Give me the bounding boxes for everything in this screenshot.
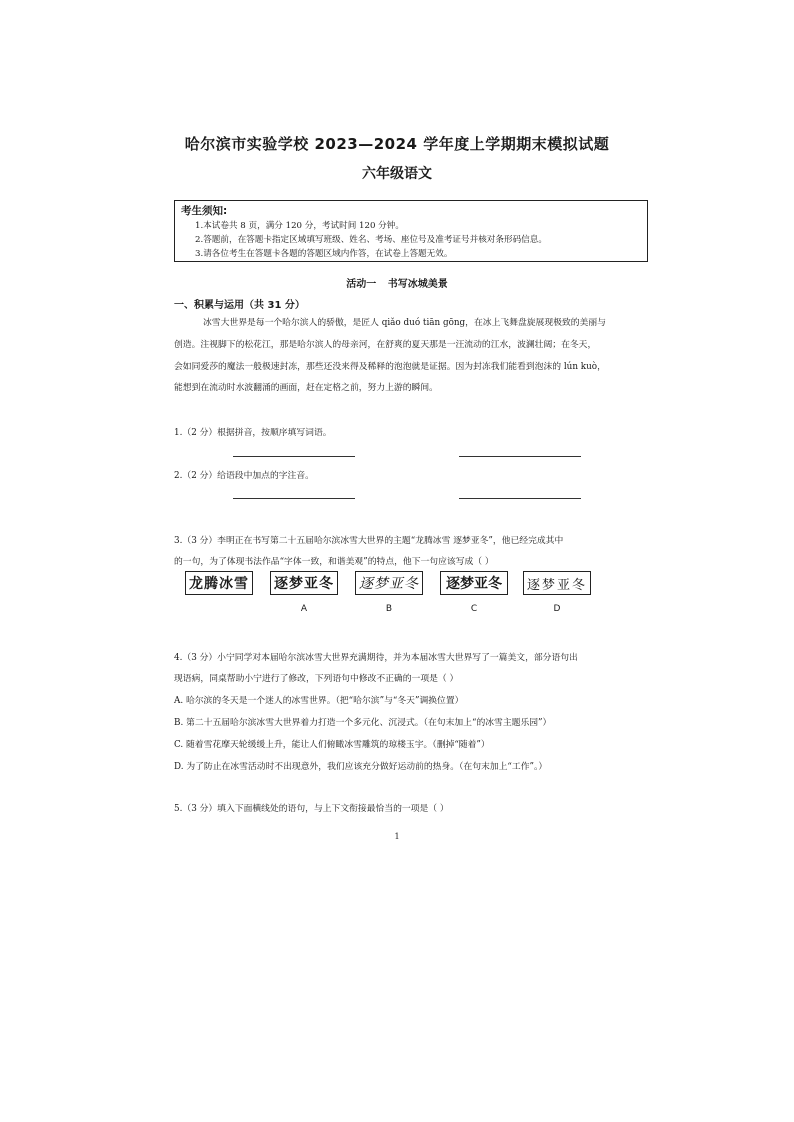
answer-blank[interactable] [459,498,581,499]
activity-title: 活动一 书写冰城美景 [346,279,448,290]
question-1: 1.（2 分）根据拼音，按顺序填写词语。 [174,428,332,438]
option-label-c: C [470,604,478,614]
question-3-line: 的一句，为了体现书法作品“字体一致，和谐美观”的特点，他下一句应该写成（ ） [174,557,494,567]
exam-subtitle: 六年级语文 [362,166,432,182]
notice-heading: 考生须知: [181,205,228,217]
question-4-option-c[interactable]: C. 随着雪花摩天轮缓缓上升，能让人们俯瞰冰雪雕筑的琼楼玉宇。（删掉“随着”） [174,740,490,750]
answer-blank[interactable] [233,498,355,499]
question-4-option-d[interactable]: D. 为了防止在冰雪活动时不出现意外，我们应该充分做好运动前的热身。（在句末加上“工作”。） [174,762,548,772]
question-2: 2.（2 分）给语段中加点的字注音。 [174,471,314,481]
answer-blank[interactable] [459,456,581,457]
question-4-line: 4.（3 分）小宁同学对本届哈尔滨冰雪大世界充满期待，并为本届冰雪大世界写了一篇美文，部分语句出 [174,653,578,663]
answer-blank[interactable] [233,456,355,457]
calligraphy-option-c[interactable]: 逐梦亚冬 [440,571,508,595]
calligraphy-option-b[interactable]: 逐梦亚冬 [355,571,423,595]
page-number: 1 [394,832,400,841]
question-4-option-a[interactable]: A. 哈尔滨的冬天是一个迷人的冰雪世界。（把“哈尔滨”与“冬天”调换位置） [174,696,464,706]
option-label-b: B [385,604,393,614]
passage-line: 创造。注视脚下的松花江，那是哈尔滨人的母亲河，在舒爽的夏天那是一汪流动的江水，波澜壮阔；在冬天， [174,340,597,350]
notice-line: 2.答题前，在答题卡指定区域填写班级、姓名、考场、座位号及准考证号并核对条形码信息。 [195,235,547,245]
calligraphy-option-d[interactable]: 逐梦亚冬 [523,571,591,595]
section-title: 一、积累与运用（共 31 分） [174,300,305,311]
question-4-option-b[interactable]: B. 第二十五届哈尔滨冰雪大世界着力打造一个多元化、沉浸式。（在句末加上“的冰雪主题乐园”） [174,718,552,728]
question-4-line: 现语病，同桌帮助小宁进行了修改，下列语句中修改不正确的一项是（ ） [174,674,459,684]
question-5: 5.（3 分）填入下面横线处的语句，与上下文衔接最恰当的一项是（ ） [174,804,449,814]
candidate-notice-box [174,200,648,262]
passage-line: 能想到在流动时水波翻涌的画面，赶在定格之前，努力上游的瞬间。 [174,383,438,393]
calligraphy-option-a[interactable]: 逐梦亚冬 [270,571,338,595]
option-label-d: D [553,604,561,614]
exam-title: 哈尔滨市实验学校 2023—2024 学年度上学期期末模拟试题 [184,135,610,153]
notice-line: 3.请各位考生在答题卡各题的答题区域内作答，在试卷上答题无效。 [195,249,453,259]
option-label-a: A [300,604,308,614]
question-3-line: 3.（3 分）李明正在书写第二十五届哈尔滨冰雪大世界的主题“龙腾冰雪 逐梦亚冬”，他已经完成其中 [174,536,564,546]
passage-line: 会如同爱莎的魔法一般极速封冻，那些还没来得及稀释的泡泡就是证据。因为封冻我们能看到泡沫的 lún kuò， [174,362,606,372]
calligraphy-given: 龙腾冰雪 [185,571,253,595]
notice-line: 1.本试卷共 8 页，满分 120 分，考试时间 120 分钟。 [195,221,404,231]
passage-line: 冰雪大世界是每一个哈尔滨人的骄傲，是匠人 qiǎo duó tiān gōng，在冰上飞舞盘旋展现极致的美丽与 [203,318,606,328]
